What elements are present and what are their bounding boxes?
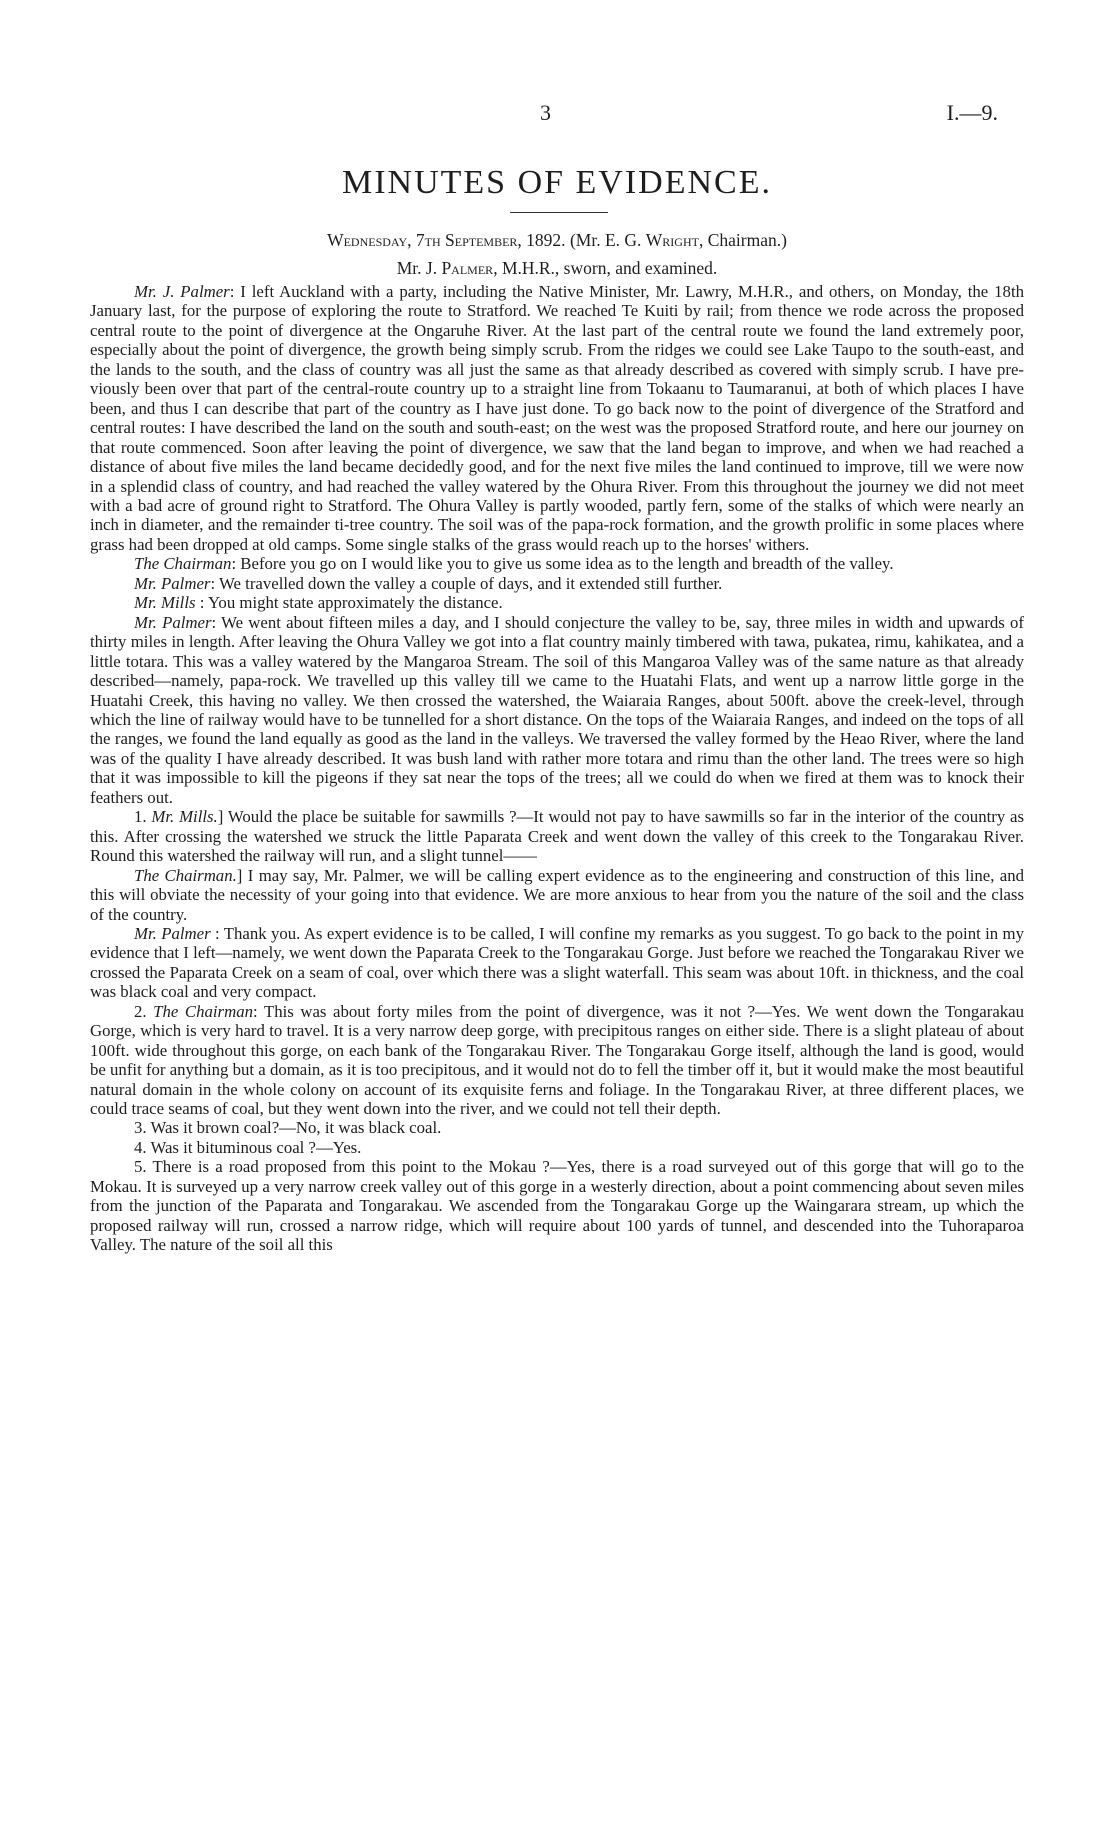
paragraph-text: I may say, Mr. Palmer, we will be calling expert evidence as to the engineering and construction of this line, and this will obviate the necessity of your going into that evidence. We are more anxious to hear from you the nature of the soil and the class of the country. [90, 865, 1025, 924]
paragraph-text: Would the place be suitable for sawmills ?—It would not pay to have sawmills so far in the interior of the country as this. After crossing the watershed we struck the little Paparata Creek and went down the valley of this creek to the Tongarakau River. Round this watershed the railway will run, and a slight tunnel—— [90, 807, 1025, 866]
speaker: Mr. Mills [134, 593, 196, 613]
evidence-paragraph [90, 924, 1024, 1002]
speaker-separator: : [195, 593, 208, 613]
speaker: Mr. Palmer [134, 923, 211, 943]
question-number: 1. [134, 807, 152, 827]
witness-prefix: Mr. J. [396, 258, 442, 278]
question-number: 2. [134, 1001, 154, 1021]
evidence-paragraph [90, 554, 1024, 573]
speaker: Mr. Palmer [134, 573, 211, 593]
chair-suffix: , Chairman.) [698, 230, 787, 250]
witness-line [0, 258, 1114, 279]
speaker-separator: ] [217, 807, 228, 827]
speaker: The Chairman [153, 1001, 253, 1021]
page-title: MINUTES OF EVIDENCE. [341, 164, 773, 201]
question-number: 3. [134, 1118, 151, 1138]
paragraph-text: Before you go on I would like you to give us some idea as to the length and breadth of the valley. [240, 554, 894, 574]
paragraph-text: Was it brown coal?—No, it was black coal. [150, 1118, 442, 1138]
paragraph-text: We went about fifteen miles a day, and I should conjecture the valley to be, say, three miles in width and upwards of thirty miles in length. After leaving the Ohura Valley we got into a flat country mainly timbered with tawa, pukatea, rimu, kahikatea, and a little totara. This was a valley watered by the Mangaroa Stream. The soil of this Mangaroa Valley was of the same nature as that already described—namely, papa-rock. We travelled up this valley till we came to the Huatahi Flats, and went up a narrow little gorge in the Huatahi Creek, this having no valley. We then crossed the watershed, the Waiaraia Ranges, about 500ft. above the creek-level, through which the line of railway would have to be tunnelled for a short distance. On the tops of the Waiaraia Ranges, and indeed on the tops of all the ranges, we found the land equally as good as the land in the valleys. We traversed the valley formed by the Heao River, where the land was of the quality I have already described. It was bush land with rather more totara and rimu than the other land. The trees were so high that it was impossible to kill the pigeons if they sat near the tops of the trees; all we could do when we fired at them was to knock their feathers out. [90, 612, 1024, 807]
witness-suffix: , M.H.R., sworn, and examined. [493, 258, 718, 278]
evidence-paragraph [90, 1002, 1024, 1119]
evidence-paragraph [90, 593, 1024, 612]
title-rule [510, 212, 608, 213]
speaker-separator: : [210, 573, 220, 593]
document-reference: I.—9. [946, 100, 998, 125]
paragraph-text: Thank you. As expert evidence is to be called, I will confine my remarks as you suggest. To go back to the point in my evidence that I left—namely, we went down the Paparata Creek to the Tongarakau Gorge. Just before we reached the Tongarakau River we crossed the Paparata Creek on a seam of coal, over which there was a slight waterfall. This seam was about 10ft. in thickness, and the coal was black coal and very compact. [90, 923, 1024, 1002]
evidence-paragraph [90, 574, 1024, 593]
question-number: 5. [134, 1157, 153, 1177]
paragraph-text: There is a road proposed from this point to the Mokau ?—Yes, there is a road surveyed out of this gorge that will go to the Mokau. It is surveyed up a very narrow creek valley out of this gorge in a westerly direction, about a point commencing about seven miles from the junction of the Paparata and Tongarakau. We ascended from the Tongarakau Gorge up the Waingarara stream, up which the proposed railway will run, crossed a narrow ridge, which will require about 100 yards of tunnel, and descended into the Tuhoraparoa Valley. The nature of the soil all this [90, 1157, 1024, 1255]
speaker-separator: : [231, 554, 241, 574]
sitting-date: Wednesday, 7th September, 1892. [327, 230, 566, 250]
speaker-separator: : [229, 282, 241, 301]
speaker: Mr. Mills. [151, 807, 218, 827]
paragraph-text: We travelled down the valley a couple of days, and it extended still further. [219, 573, 723, 593]
sitting-line [0, 230, 1114, 251]
page-number: 3 [540, 100, 551, 125]
evidence-paragraph [90, 1138, 1024, 1157]
speaker: Mr. J. Palmer [134, 282, 230, 301]
speaker: Mr. Palmer [134, 612, 212, 632]
speaker-separator: : [253, 1001, 264, 1021]
evidence-paragraph [90, 1157, 1024, 1254]
evidence-paragraph [90, 807, 1024, 865]
paragraph-text: I left Auckland with a party, including the Native Minister, Mr. Lawry, M.H.R., and others, on Monday, the 18th January last, for the purpose of exploring the route to Stratford. We reached Te Kuiti by rail; from thence we rode across the proposed central route to the point of divergence at the Ongaruhe River. At the last part of the central route we found the land extremely poor, especially about the point of divergence, the growth being simply scrub. From the ridges we could see Lake Taupo to the south-east, and the lands to the south, and the class of country was all just the same as that already described as covered with simply scrub. I have previously been over that part of the central-route country up to a straight line from Tokaanu to Taumaranui, at both of which places I have been, and thus I can describe that part of the country as I have just done. To go back now to the point of divergence of the Stratford and central routes: I have described the land on the south and south-east; on the west was the proposed Stratford route, and here our journey on that route commenced. Soon after leaving the point of divergence, we saw that the land began to improve, and when we had reached a distance of about five miles the land became decidedly good, and for the next five miles the land continued to improve, till we were now in a splendid class of country, and had reached the valley watered by the Ohura River. From this throughout the journey we did not meet with a bad acre of ground right to Stratford. The Ohura Valley is partly wooded, partly fern, some of the stalks of which were nearly an inch in diameter, and the remainder ti-tree country. The soil was of the papa-rock formation, and the growth prolific in some places where grass had been dropped at old camps. Some single stalks of the grass would reach up to the horses' withers. [90, 282, 1024, 554]
chair-name: Wright [645, 230, 699, 250]
evidence-paragraph [90, 613, 1024, 808]
question-number: 4. [134, 1137, 151, 1157]
paragraph-text: You might state approximately the distance. [207, 593, 503, 613]
paragraph-text: This was about forty miles from the point of divergence, was it not ?—Yes. We went down the Tongarakau Gorge, which is very hard to travel. It is a very narrow deep gorge, with precipitous ranges on either side. There is a slight plateau of about 100ft. wide throughout this gorge, on each bank of the Tongarakau River. The Tongarakau Gorge itself, although the land is good, would be unfit for anything but a domain, as it is too precipitous, and it would not do to fell the timber off it, but it would make the most beautiful natural domain in the whole colony on account of its exquisite ferns and foliage. In the Tongarakau River, at three different places, we could trace seams of coal, but they went down into the river, and we could not tell their depth. [90, 1001, 1025, 1119]
paragraph-text: Was it bituminous coal ?—Yes. [150, 1137, 362, 1157]
evidence-paragraph [90, 282, 1024, 554]
speaker: The Chairman [134, 554, 232, 574]
speaker-separator: : [211, 612, 222, 632]
chair-prefix: (Mr. E. G. [569, 230, 646, 250]
evidence-body [90, 282, 1024, 1255]
witness-name: Palmer [441, 258, 494, 278]
evidence-paragraph [90, 866, 1024, 924]
evidence-paragraph [90, 1118, 1024, 1137]
speaker: The Chairman. [134, 865, 237, 885]
speaker-separator: : [210, 923, 224, 943]
speaker-separator: ] [236, 865, 248, 885]
